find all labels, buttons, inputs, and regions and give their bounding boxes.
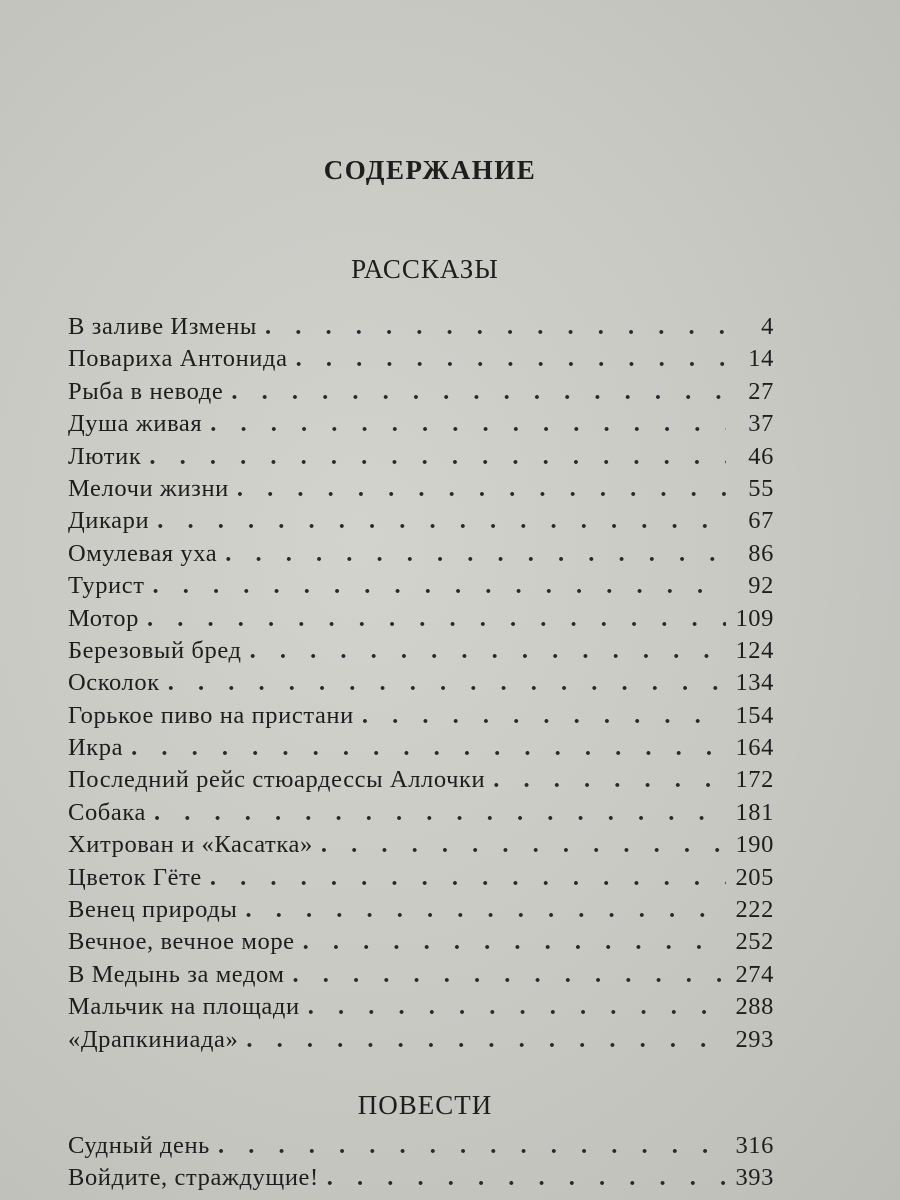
toc-entry-page: 4 xyxy=(761,313,774,340)
toc-entry xyxy=(68,1026,774,1058)
dot-leader xyxy=(157,507,726,535)
toc-entry-page: 37 xyxy=(748,410,774,438)
toc-entry-page: 164 xyxy=(735,734,774,762)
dot-leader xyxy=(149,443,726,471)
toc-entry xyxy=(68,345,774,377)
dot-leader xyxy=(154,799,726,827)
dot-leader xyxy=(210,410,726,438)
dot-leader xyxy=(225,540,726,568)
dot-leader xyxy=(327,1164,726,1192)
toc-entry xyxy=(68,864,774,896)
toc-entry-page: 46 xyxy=(748,442,774,470)
toc-entry xyxy=(68,831,774,863)
toc-entry-title: Повариха Антонида xyxy=(68,345,288,373)
toc-list-novellas xyxy=(68,1132,774,1197)
toc-entry xyxy=(68,313,774,345)
toc-entry-page: 181 xyxy=(735,798,774,826)
toc-entry-page: 14 xyxy=(748,345,774,373)
toc-entry xyxy=(68,669,774,701)
toc-entry-title: Мелочи жизни xyxy=(68,474,229,502)
toc-entry-page: 393 xyxy=(735,1164,774,1192)
toc-entry-title: Березовый бред xyxy=(68,636,242,664)
toc-entry-title: Венец природы xyxy=(68,896,238,924)
toc-entry xyxy=(68,993,774,1025)
dot-leader xyxy=(245,896,726,924)
toc-entry-page: 172 xyxy=(735,766,774,794)
toc-entry-page: 124 xyxy=(735,636,774,664)
dot-leader xyxy=(303,928,726,956)
toc-entry-title: Лютик xyxy=(68,442,142,470)
dot-leader xyxy=(210,864,726,892)
toc-entry xyxy=(68,605,774,637)
page-title: СОДЕРЖАНИЕ xyxy=(323,155,537,185)
toc-entry-title: Осколок xyxy=(68,669,160,697)
dot-leader xyxy=(493,766,726,794)
dot-leader xyxy=(308,993,726,1021)
toc-entry-title: Мальчик на площади xyxy=(68,993,300,1021)
toc-entry xyxy=(68,702,774,734)
toc-entry-page: 252 xyxy=(735,928,774,956)
toc-entry xyxy=(68,928,774,960)
dot-leader xyxy=(265,313,726,341)
toc-entry-title: Цветок Гёте xyxy=(68,863,202,891)
toc-entry-title: Омулевая уха xyxy=(68,539,218,567)
dot-leader xyxy=(147,605,726,633)
toc-entry-page: 288 xyxy=(735,993,774,1021)
toc-entry xyxy=(68,540,774,572)
toc-entry xyxy=(68,1164,774,1196)
toc-entry-title: Мотор xyxy=(68,604,139,632)
dot-leader xyxy=(250,637,726,665)
toc-entry-title: «Драпкиниада» xyxy=(68,1025,239,1053)
dot-leader xyxy=(362,702,726,730)
toc-entry xyxy=(68,507,774,539)
toc-entry-page: 205 xyxy=(735,863,774,891)
toc-entry xyxy=(68,1132,774,1164)
toc-entry-title: Дикари xyxy=(68,507,150,535)
toc-entry-title: Горькое пиво на пристани xyxy=(68,701,354,729)
toc-entry-title: В Медынь за медом xyxy=(68,960,285,988)
toc-entry xyxy=(68,896,774,928)
dot-leader xyxy=(296,345,726,373)
section-heading-novellas: ПОВЕСТИ xyxy=(357,1090,493,1120)
toc-entry-title: Душа живая xyxy=(68,410,203,438)
toc-entry-title: Хитрован и «Касатка» xyxy=(68,831,313,859)
toc-entry-title: Судный день xyxy=(68,1132,210,1159)
toc-entry-title: Вечное, вечное море xyxy=(68,928,295,956)
toc-entry-title: Икра xyxy=(68,734,124,762)
toc-entry-title: Войдите, страждущие! xyxy=(68,1164,319,1192)
toc-entry xyxy=(68,378,774,410)
section-heading-stories: РАССКАЗЫ xyxy=(351,254,499,284)
toc-entry xyxy=(68,799,774,831)
toc-entry xyxy=(68,572,774,604)
dot-leader xyxy=(246,1026,726,1054)
toc-entry-page: 86 xyxy=(748,539,774,567)
toc-entry-title: В заливе Измены xyxy=(68,313,257,340)
toc-entry-page: 27 xyxy=(748,377,774,405)
dot-leader xyxy=(131,734,726,762)
toc-entry-page: 154 xyxy=(735,701,774,729)
toc-entry-title: Последний рейс стюардессы Аллочки xyxy=(68,766,486,794)
dot-leader xyxy=(153,572,726,600)
toc-entry-page: 92 xyxy=(748,572,774,600)
dot-leader xyxy=(218,1132,726,1160)
toc-entry-title: Собака xyxy=(68,798,146,826)
toc-entry-page: 222 xyxy=(735,896,774,924)
dot-leader xyxy=(293,961,727,989)
toc-entry xyxy=(68,766,774,798)
dot-leader xyxy=(231,378,726,406)
toc-entry-page: 55 xyxy=(748,474,774,502)
dot-leader xyxy=(237,475,726,503)
toc-entry-title: Рыба в неводе xyxy=(68,377,224,405)
toc-list-stories xyxy=(68,313,774,1058)
toc-entry-page: 109 xyxy=(735,604,774,632)
toc-entry xyxy=(68,637,774,669)
toc-entry-page: 134 xyxy=(735,669,774,697)
toc-entry xyxy=(68,410,774,442)
toc-entry-page: 316 xyxy=(735,1132,774,1159)
toc-entry-page: 190 xyxy=(735,831,774,859)
toc-entry xyxy=(68,443,774,475)
toc-entry-page: 67 xyxy=(748,507,774,535)
toc-entry-page: 293 xyxy=(735,1025,774,1053)
toc-entry xyxy=(68,961,774,993)
toc-entry-page: 274 xyxy=(735,960,774,988)
toc-entry-title: Турист xyxy=(68,572,145,600)
dot-leader xyxy=(168,669,726,697)
toc-entry xyxy=(68,734,774,766)
dot-leader xyxy=(321,831,726,859)
toc-entry xyxy=(68,475,774,507)
